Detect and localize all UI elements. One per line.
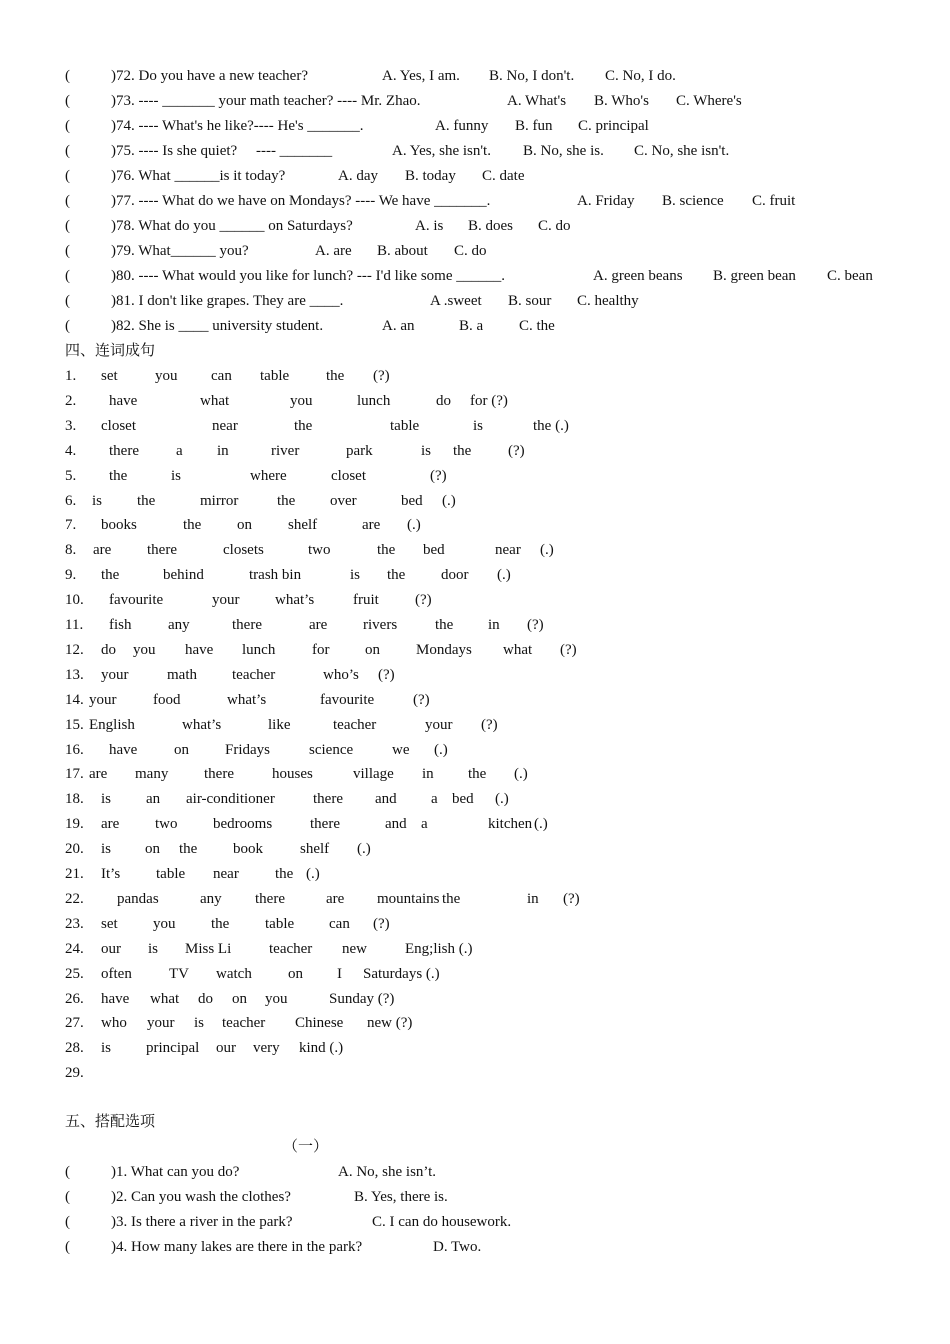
section-heading: 五、搭配选项 — [65, 1114, 156, 1130]
scrambled-word: Saturdays (.) — [363, 965, 440, 982]
scrambled-word: many — [135, 766, 169, 783]
item-number: 15. — [65, 716, 84, 733]
scrambled-word: you — [133, 641, 156, 658]
scrambled-word: teacher — [333, 716, 377, 733]
section-heading: 四、连词成句 — [65, 343, 156, 359]
item-number: 11. — [65, 617, 84, 633]
scrambled-word: on — [145, 841, 160, 858]
scrambled-word: table — [156, 866, 186, 882]
question-text: )76. What ______is it today? — [111, 168, 286, 184]
scrambled-word: (?) — [373, 915, 390, 932]
answer-paren: ( — [65, 93, 70, 109]
answer-paren: ( — [65, 218, 70, 234]
scrambled-word: kitchen — [488, 816, 533, 833]
option-c: C. principal — [578, 118, 649, 134]
scrambled-word: shelf — [288, 517, 318, 534]
option-a: A. day — [338, 168, 378, 184]
option-b: B. No, I don't. — [489, 68, 575, 84]
scrambled-word: (.) — [514, 766, 528, 783]
scrambled-word: do — [198, 990, 213, 1007]
answer-paren: ( — [65, 118, 70, 134]
scrambled-word: in — [217, 442, 229, 459]
scrambled-word: your — [212, 592, 240, 609]
option-a: A. are — [315, 243, 352, 259]
scrambled-word: (.) — [495, 791, 509, 808]
scrambled-word: two — [155, 816, 178, 833]
option-b: B. about — [377, 243, 428, 259]
answer-paren: ( — [65, 168, 70, 184]
scrambled-word: (?) — [430, 467, 447, 484]
scrambled-word: what — [200, 392, 230, 409]
scrambled-word: is — [101, 1040, 112, 1057]
answer-paren: ( — [65, 193, 70, 209]
scrambled-word: have — [109, 392, 138, 409]
option-c: C. fruit — [752, 193, 796, 209]
item-number: 14. — [65, 691, 84, 708]
scrambled-word: an — [146, 791, 161, 808]
scrambled-word: trash bin — [249, 567, 302, 584]
scrambled-word: English — [89, 716, 135, 733]
scrambled-word: there — [255, 890, 285, 907]
item-number: 8. — [65, 542, 77, 559]
option-a: A. What's — [507, 93, 567, 109]
scrambled-word: (?) — [373, 368, 390, 384]
scrambled-word: what — [503, 641, 533, 658]
scrambled-word: there — [204, 766, 234, 783]
scrambled-word: bedrooms — [213, 816, 273, 833]
option-c: C. the — [519, 318, 555, 334]
scrambled-word: (.) — [357, 841, 371, 858]
answer-option: A. No, she isn’t. — [338, 1164, 437, 1180]
scrambled-word: favourite — [320, 691, 375, 708]
scrambled-word: the (.) — [533, 417, 569, 434]
scrambled-word: principal — [146, 1040, 200, 1057]
scrambled-word: our — [101, 940, 121, 957]
item-number: 6. — [65, 492, 77, 509]
scrambled-word: have — [101, 990, 130, 1007]
item-number: 19. — [65, 816, 84, 833]
scrambled-word: and — [375, 791, 397, 808]
scrambled-word: your — [425, 716, 453, 733]
scrambled-word: favourite — [109, 592, 164, 609]
scrambled-word: the — [442, 890, 461, 907]
option-b: B. fun — [515, 118, 553, 134]
scrambled-word: you — [290, 392, 313, 409]
option-b: B. Who's — [594, 93, 649, 109]
scrambled-word: bed — [452, 791, 474, 808]
scrambled-word: is — [350, 567, 361, 584]
scrambled-word: TV — [169, 965, 189, 982]
scrambled-word: book — [233, 841, 263, 858]
scrambled-word: table — [260, 368, 290, 384]
scrambled-word: what’s — [227, 691, 267, 708]
scrambled-word: is — [421, 442, 432, 459]
question-text: )4. How many lakes are there in the park? — [111, 1239, 363, 1255]
scrambled-word: your — [89, 691, 117, 708]
scrambled-word: teacher — [222, 1015, 266, 1032]
scrambled-word: (?) — [508, 442, 525, 459]
scrambled-word: is — [194, 1015, 205, 1032]
option-a: A. an — [382, 318, 415, 334]
answer-paren: ( — [65, 1189, 70, 1205]
scrambled-word: lunch — [242, 641, 276, 658]
scrambled-word: on — [288, 965, 303, 982]
item-number: 29. — [65, 1065, 84, 1082]
option-c: C. do — [538, 218, 571, 234]
item-number: 1. — [65, 368, 77, 384]
scrambled-word: on — [232, 990, 247, 1007]
section-subheading: （一） — [283, 1139, 329, 1155]
scrambled-word: a — [421, 816, 428, 833]
scrambled-word: (.) — [434, 741, 448, 758]
scrambled-word: have — [109, 741, 138, 758]
scrambled-word: are — [362, 517, 381, 534]
item-number: 12. — [65, 641, 84, 658]
scrambled-word: you — [265, 990, 288, 1007]
option-a: A. is — [415, 218, 444, 234]
item-number: 5. — [65, 467, 77, 484]
scrambled-word: near — [212, 417, 238, 434]
scrambled-word: is — [92, 492, 103, 509]
scrambled-word: who — [101, 1015, 127, 1032]
scrambled-word: houses — [272, 766, 313, 783]
scrambled-word: where — [250, 467, 287, 484]
scrambled-word: we — [392, 741, 410, 758]
scrambled-word: on — [174, 741, 189, 758]
scrambled-word: for — [312, 641, 330, 658]
option-a: A. Yes, I am. — [382, 68, 460, 84]
scrambled-word: bed — [401, 492, 423, 509]
question-text: )79. What______ you? — [111, 243, 249, 259]
scrambled-word: (?) — [481, 716, 498, 733]
scrambled-word: are — [93, 542, 112, 559]
item-number: 27. — [65, 1015, 84, 1032]
scrambled-word: on — [365, 641, 380, 658]
item-number: 7. — [65, 517, 77, 534]
scrambled-word: Mondays — [416, 641, 472, 658]
answer-paren: ( — [65, 243, 70, 259]
scrambled-word: in — [527, 890, 539, 907]
question-text: )78. What do you ______ on Saturdays? — [111, 218, 353, 234]
scrambled-word: (?) — [415, 592, 432, 609]
question-text: )73. ---- _______ your math teacher? ---- Mr. Zhao. — [111, 93, 421, 109]
option-c: C. No, I do. — [605, 68, 676, 84]
option-b: B. does — [468, 218, 513, 234]
scrambled-word: I — [337, 965, 342, 982]
scrambled-word: over — [330, 492, 357, 509]
answer-paren: ( — [65, 68, 70, 84]
scrambled-word: teacher — [232, 666, 276, 683]
scrambled-word: there — [109, 442, 139, 459]
item-number: 24. — [65, 940, 84, 957]
scrambled-word: (?) — [563, 890, 580, 907]
scrambled-word: is — [171, 467, 182, 484]
item-number: 9. — [65, 567, 77, 584]
scrambled-word: (?) — [413, 691, 430, 708]
item-number: 26. — [65, 990, 84, 1007]
option-a: A. Yes, she isn't. — [392, 143, 491, 159]
scrambled-word: (?) — [527, 617, 544, 633]
scrambled-word: two — [308, 542, 331, 559]
scrambled-word: fruit — [353, 592, 379, 609]
scrambled-word: (.) — [407, 517, 421, 534]
option-b: B. a — [459, 318, 484, 334]
answer-option: C. I can do housework. — [372, 1214, 512, 1230]
option-c: C. Where's — [676, 93, 742, 109]
scrambled-word: you — [153, 915, 176, 932]
option-a: A. green beans — [593, 268, 683, 284]
scrambled-word: our — [216, 1040, 236, 1057]
scrambled-word: lunch — [357, 392, 391, 409]
scrambled-word: can — [211, 368, 232, 384]
question-text: )72. Do you have a new teacher? — [111, 68, 308, 84]
scrambled-word: what’s — [275, 592, 315, 609]
scrambled-word: closets — [223, 542, 264, 559]
scrambled-word: river — [271, 442, 300, 459]
scrambled-word: Eng;lish (.) — [405, 940, 473, 957]
scrambled-word: teacher — [269, 940, 313, 957]
scrambled-word: are — [89, 766, 108, 783]
question-text: )77. ---- What do we have on Mondays? ---- We have _______. — [111, 193, 491, 209]
item-number: 18. — [65, 791, 84, 808]
scrambled-word: air-conditioner — [186, 791, 275, 808]
question-text: )82. She is ____ university student. — [111, 318, 324, 334]
answer-paren: ( — [65, 293, 70, 309]
answer-option: D. Two. — [433, 1239, 482, 1255]
scrambled-word: set — [101, 368, 118, 384]
item-number: 16. — [65, 741, 84, 758]
scrambled-word: science — [309, 741, 354, 758]
scrambled-word: (?) — [378, 666, 395, 683]
scrambled-word: your — [101, 666, 129, 683]
option-a: A. Friday — [577, 193, 635, 209]
scrambled-word: is — [101, 791, 112, 808]
scrambled-word: new — [342, 940, 367, 957]
scrambled-word: the — [326, 368, 345, 384]
scrambled-word: what — [150, 990, 180, 1007]
scrambled-word: like — [268, 716, 291, 733]
scrambled-word: near — [495, 542, 521, 559]
scrambled-word: in — [488, 617, 500, 633]
scrambled-word: Miss Li — [185, 940, 232, 957]
option-b: B. sour — [508, 293, 552, 309]
scrambled-word: there — [310, 816, 340, 833]
scrambled-word: a — [431, 791, 438, 808]
question-text: )3. Is there a river in the park? — [111, 1214, 293, 1230]
item-number: 4. — [65, 442, 77, 459]
scrambled-word: (.) — [534, 816, 548, 833]
scrambled-word: any — [168, 617, 190, 633]
question-text: )80. ---- What would you like for lunch? --- I'd like some ______. — [111, 268, 505, 284]
scrambled-word: books — [101, 517, 137, 534]
scrambled-word: the — [275, 866, 294, 882]
scrambled-word: is — [148, 940, 159, 957]
item-number: 3. — [65, 417, 77, 434]
item-number: 20. — [65, 841, 84, 858]
scrambled-word: closet — [101, 417, 136, 434]
item-number: 17. — [65, 766, 84, 783]
answer-paren: ( — [65, 268, 70, 284]
scrambled-word: your — [147, 1015, 175, 1032]
scrambled-word: (.) — [497, 567, 511, 584]
option-b: B. today — [405, 168, 456, 184]
scrambled-word: are — [309, 617, 328, 633]
scrambled-word: very — [253, 1040, 280, 1057]
option-c: C. healthy — [577, 293, 639, 309]
option-b: B. No, she is. — [523, 143, 604, 159]
question-text: )1. What can you do? — [111, 1164, 240, 1180]
scrambled-word: you — [155, 368, 178, 384]
scrambled-word: is — [101, 841, 112, 858]
scrambled-word: shelf — [300, 841, 330, 858]
scrambled-word: watch — [216, 965, 252, 982]
scrambled-word: Chinese — [295, 1015, 344, 1032]
scrambled-word: there — [232, 617, 262, 633]
item-number: 25. — [65, 965, 84, 982]
item-number: 28. — [65, 1040, 84, 1057]
scrambled-word: set — [101, 915, 118, 932]
item-number: 22. — [65, 890, 84, 907]
scrambled-word: closet — [331, 467, 366, 484]
option-a: A .sweet — [430, 293, 482, 309]
scrambled-word: are — [326, 890, 345, 907]
scrambled-word: It’s — [101, 866, 121, 882]
scrambled-word: Fridays — [225, 741, 270, 758]
scrambled-word: (.) — [442, 492, 456, 509]
question-text: )81. I don't like grapes. They are ____. — [111, 293, 344, 309]
scrambled-word: on — [237, 517, 252, 534]
scrambled-word: do — [436, 392, 451, 409]
item-number: 13. — [65, 666, 84, 683]
scrambled-word: the — [294, 417, 313, 434]
scrambled-word: fish — [109, 617, 132, 633]
scrambled-word: mirror — [200, 492, 239, 509]
scrambled-word: the — [387, 567, 406, 584]
scrambled-word: the — [468, 766, 487, 783]
scrambled-word: the — [101, 567, 120, 584]
scrambled-word: (.) — [540, 542, 554, 559]
scrambled-word: a — [176, 442, 183, 459]
scrambled-word: can — [329, 915, 350, 932]
scrambled-word: are — [101, 816, 120, 833]
scrambled-word: table — [390, 417, 420, 434]
scrambled-word: do — [101, 641, 116, 658]
scrambled-word: the — [435, 617, 454, 633]
scrambled-word: have — [185, 641, 214, 658]
scrambled-word: the — [277, 492, 296, 509]
scrambled-word: village — [353, 766, 394, 783]
scrambled-word: is — [473, 417, 484, 434]
scrambled-word: there — [147, 542, 177, 559]
scrambled-word: kind (.) — [299, 1040, 344, 1057]
scrambled-word: the — [377, 542, 396, 559]
scrambled-word: park — [346, 442, 373, 459]
scrambled-word: and — [385, 816, 407, 833]
item-number: 21. — [65, 866, 84, 882]
scrambled-word: often — [101, 965, 132, 982]
item-number: 23. — [65, 915, 84, 932]
answer-paren: ( — [65, 1239, 70, 1255]
answer-paren: ( — [65, 1214, 70, 1230]
answer-option: B. Yes, there is. — [354, 1189, 448, 1205]
scrambled-word: behind — [163, 567, 204, 584]
scrambled-word: rivers — [363, 617, 398, 633]
scrambled-word: the — [211, 915, 230, 932]
option-b: B. green bean — [713, 268, 796, 284]
scrambled-word: (?) — [560, 641, 577, 658]
scrambled-word: the — [137, 492, 156, 509]
scrambled-word: what’s — [182, 716, 222, 733]
scrambled-word: the — [183, 517, 202, 534]
scrambled-word: pandas — [117, 890, 159, 907]
item-number: 2. — [65, 392, 77, 409]
scrambled-word: table — [265, 915, 295, 932]
scrambled-word: for (?) — [470, 392, 508, 409]
scrambled-word: there — [313, 791, 343, 808]
scrambled-word: any — [200, 890, 222, 907]
scrambled-word: mountains — [377, 890, 440, 907]
option-b: B. science — [662, 193, 724, 209]
option-a: A. funny — [435, 118, 489, 134]
scrambled-word: who’s — [323, 666, 359, 683]
scrambled-word: food — [153, 691, 181, 708]
scrambled-word: Sunday (?) — [329, 990, 395, 1007]
question-text: )75. ---- Is she quiet? ---- _______ — [111, 143, 333, 159]
option-c: C. do — [454, 243, 487, 259]
answer-paren: ( — [65, 143, 70, 159]
question-text: )74. ---- What's he like?---- He's _______. — [111, 118, 364, 134]
scrambled-word: math — [167, 666, 197, 683]
scrambled-word: the — [179, 841, 198, 858]
scrambled-word: in — [422, 766, 434, 783]
scrambled-word: bed — [423, 542, 445, 559]
scrambled-word: door — [441, 567, 469, 584]
answer-paren: ( — [65, 318, 70, 334]
scrambled-word: the — [453, 442, 472, 459]
option-c: C. No, she isn't. — [634, 143, 730, 159]
item-number: 10. — [65, 592, 84, 609]
option-c: C. date — [482, 168, 525, 184]
question-text: )2. Can you wash the clothes? — [111, 1189, 291, 1205]
option-c: C. bean — [827, 268, 873, 284]
scrambled-word: near — [213, 866, 239, 882]
scrambled-word: new (?) — [367, 1015, 413, 1032]
scrambled-word: the — [109, 467, 128, 484]
answer-paren: ( — [65, 1164, 70, 1180]
scrambled-word: (.) — [306, 866, 320, 882]
